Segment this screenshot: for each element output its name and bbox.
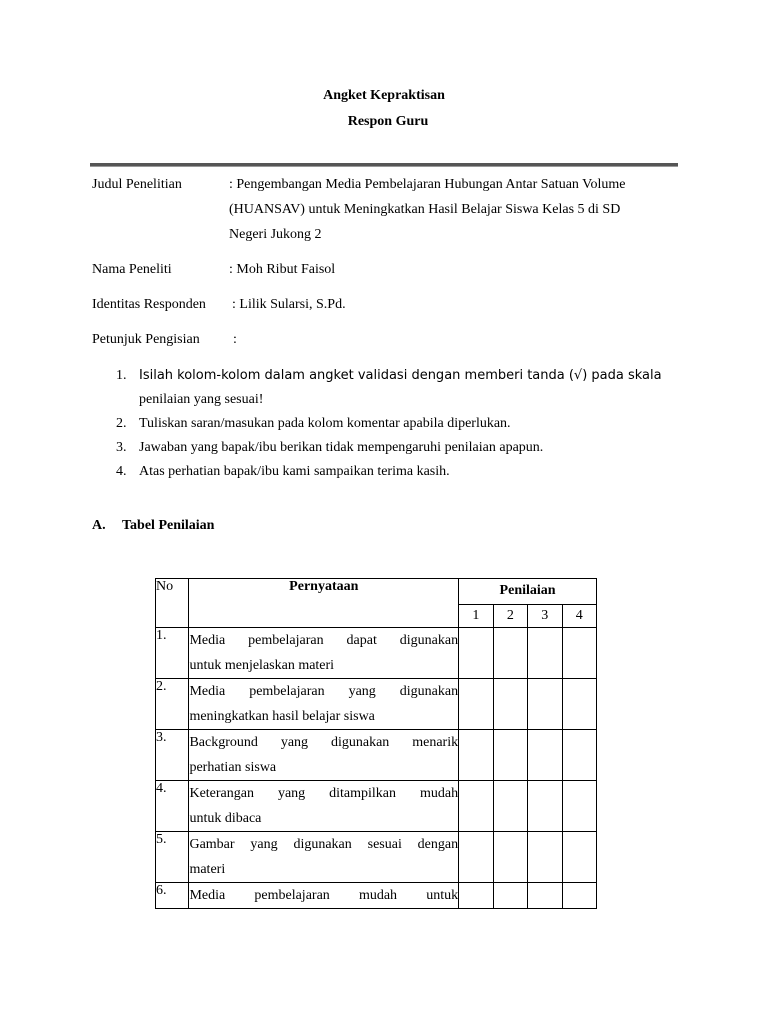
document-title: Angket Kepraktisan bbox=[323, 88, 445, 103]
rating-cell-2[interactable] bbox=[493, 679, 527, 730]
rating-cell-1[interactable] bbox=[459, 679, 493, 730]
field-value-line: : Pengembangan Media Pembelajaran Hubungan Antar Satuan Volume bbox=[229, 177, 626, 192]
table-row bbox=[156, 628, 597, 679]
table-row bbox=[156, 832, 597, 883]
row-statement bbox=[189, 781, 459, 832]
field-value-line: : Lilik Sularsi, S.Pd. bbox=[232, 297, 346, 312]
rating-cell-1[interactable] bbox=[459, 730, 493, 781]
row-number: 1. bbox=[156, 628, 189, 679]
statement-line: materi bbox=[189, 862, 226, 877]
rating-cell-4[interactable] bbox=[562, 628, 596, 679]
field-value bbox=[233, 328, 693, 353]
rating-cell-1[interactable] bbox=[459, 832, 493, 883]
statement-line: Gambar yang digunakan sesuai dengan bbox=[189, 837, 459, 852]
table-row bbox=[156, 679, 597, 730]
rating-cell-1[interactable] bbox=[459, 883, 493, 909]
statement-line: Media pembelajaran dapat digunakan bbox=[189, 633, 459, 648]
rating-cell-2[interactable] bbox=[493, 628, 527, 679]
statement-line: meningkatkan hasil belajar siswa bbox=[189, 709, 375, 724]
rating-cell-3[interactable] bbox=[528, 781, 562, 832]
header-divider bbox=[90, 163, 678, 167]
rating-cell-4[interactable] bbox=[562, 832, 596, 883]
field-value bbox=[229, 173, 689, 248]
instruction-item bbox=[92, 364, 692, 412]
field-label: Petunjuk Pengisian bbox=[92, 332, 200, 347]
statement-line: Keterangan yang ditampilkan mudah bbox=[189, 786, 459, 801]
header-statement: Pernyataan bbox=[189, 579, 459, 628]
section-letter: A. bbox=[92, 518, 106, 533]
scale-4: 4 bbox=[562, 604, 596, 627]
rating-cell-3[interactable] bbox=[528, 730, 562, 781]
statement-line: untuk menjelaskan materi bbox=[189, 658, 335, 673]
field-value-line: (HUANSAV) untuk Meningkatkan Hasil Belajar Siswa Kelas 5 di SD bbox=[229, 202, 621, 217]
field-label: Identitas Responden bbox=[92, 297, 206, 312]
field-value bbox=[229, 258, 689, 283]
instruction-text: Jawaban yang bapak/ibu berikan tidak mempengaruhi penilaian apapun. bbox=[139, 440, 544, 455]
statement-line: Media pembelajaran yang digunakan bbox=[189, 684, 459, 699]
rating-cell-3[interactable] bbox=[528, 832, 562, 883]
field-value-line: : bbox=[233, 332, 237, 347]
table-row bbox=[156, 883, 597, 909]
statement-line: Background yang digunakan menarik bbox=[189, 735, 459, 750]
table-row bbox=[156, 781, 597, 832]
row-number: 2. bbox=[156, 679, 189, 730]
instruction-item bbox=[92, 436, 692, 460]
scale-2: 2 bbox=[493, 604, 527, 627]
rating-cell-1[interactable] bbox=[459, 781, 493, 832]
instruction-text: Isilah kolom-kolom dalam angket validasi dengan memberi tanda (√) pada skala bbox=[139, 368, 662, 383]
section-title: Tabel Penilaian bbox=[122, 518, 215, 533]
row-statement bbox=[189, 832, 459, 883]
row-statement bbox=[189, 883, 459, 909]
header-rating: Penilaian bbox=[459, 579, 597, 605]
row-statement bbox=[189, 628, 459, 679]
rating-cell-4[interactable] bbox=[562, 781, 596, 832]
field-value-line: : Moh Ribut Faisol bbox=[229, 262, 336, 277]
rating-cell-2[interactable] bbox=[493, 883, 527, 909]
row-number: 6. bbox=[156, 883, 189, 909]
rating-cell-2[interactable] bbox=[493, 832, 527, 883]
statement-line: Media pembelajaran mudah untuk bbox=[189, 888, 459, 903]
header-no: No bbox=[156, 579, 189, 628]
instruction-text: Atas perhatian bapak/ibu kami sampaikan terima kasih. bbox=[139, 464, 450, 479]
field-label: Judul Penelitian bbox=[92, 177, 182, 192]
rating-cell-4[interactable] bbox=[562, 730, 596, 781]
table-header-row bbox=[156, 579, 597, 605]
row-statement bbox=[189, 730, 459, 781]
instruction-item bbox=[92, 460, 692, 484]
rating-cell-4[interactable] bbox=[562, 883, 596, 909]
document-subtitle: Respon Guru bbox=[347, 114, 429, 129]
statement-line: untuk dibaca bbox=[189, 811, 262, 826]
rating-table bbox=[155, 578, 597, 909]
section-heading bbox=[92, 516, 214, 536]
rating-cell-1[interactable] bbox=[459, 628, 493, 679]
field-value-line: Negeri Jukong 2 bbox=[229, 227, 322, 242]
field-label: Nama Peneliti bbox=[92, 262, 172, 277]
statement-line: perhatian siswa bbox=[189, 760, 277, 775]
instruction-item bbox=[92, 412, 692, 436]
row-statement bbox=[189, 679, 459, 730]
row-number: 3. bbox=[156, 730, 189, 781]
rating-cell-2[interactable] bbox=[493, 730, 527, 781]
instruction-number: 2. bbox=[116, 416, 127, 431]
table-row bbox=[156, 730, 597, 781]
row-number: 5. bbox=[156, 832, 189, 883]
instruction-number: 4. bbox=[116, 464, 127, 479]
rating-cell-4[interactable] bbox=[562, 679, 596, 730]
row-number: 4. bbox=[156, 781, 189, 832]
instruction-list bbox=[92, 364, 692, 484]
rating-cell-3[interactable] bbox=[528, 883, 562, 909]
instruction-number: 3. bbox=[116, 440, 127, 455]
instruction-text: penilaian yang sesuai! bbox=[139, 392, 264, 407]
rating-cell-3[interactable] bbox=[528, 628, 562, 679]
rating-cell-2[interactable] bbox=[493, 781, 527, 832]
instruction-text: Tuliskan saran/masukan pada kolom komentar apabila diperlukan. bbox=[139, 416, 511, 431]
scale-1: 1 bbox=[459, 604, 493, 627]
scale-3: 3 bbox=[528, 604, 562, 627]
field-value bbox=[232, 293, 692, 318]
rating-cell-3[interactable] bbox=[528, 679, 562, 730]
instruction-number: 1. bbox=[116, 368, 127, 383]
